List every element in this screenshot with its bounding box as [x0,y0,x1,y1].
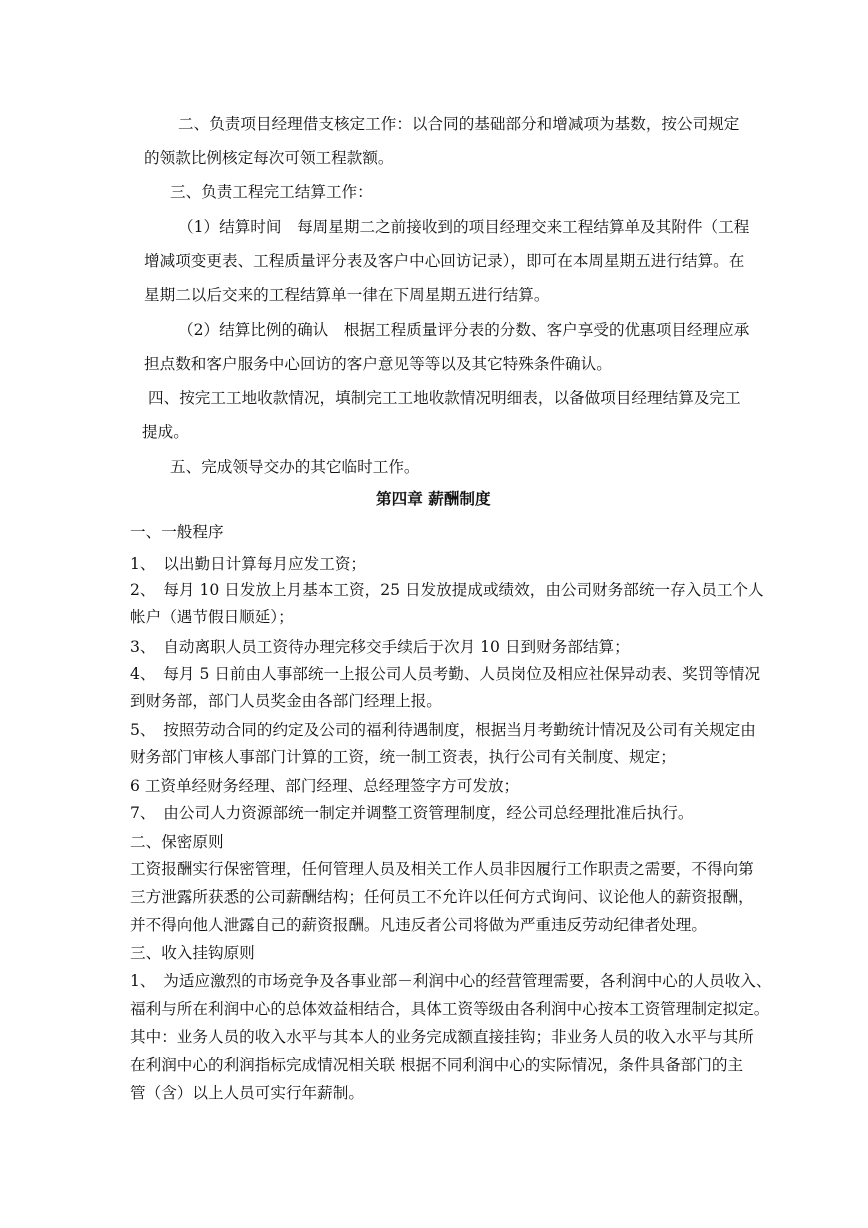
text-line: 二、负责项目经理借支核定工作：以合同的基础部分和增减项为基数，按公司规定 [178,115,740,133]
text-line: 其中：业务人员的收入水平与其本人的业务完成额直接挂钩；非业务人员的收入水平与其所 [130,1028,754,1046]
chapter-title: 第四章 薪酬制度 [376,490,491,508]
text-line: 提成。 [142,423,189,441]
section-three-heading: 三、负责工程完工结算工作： [170,183,373,201]
text-line: 在利润中心的利润指标完成情况相关联 根据不同利润中心的实际情况，条件具备部门的主 [130,1056,744,1074]
section-heading: 二、保密原则 [130,833,224,851]
text-line: 1、 为适应激烈的市场竞争及各事业部－利润中心的经营管理需要，各利润中心的人员收入、 [130,972,772,990]
text-line: 并不得向他人泄露自己的薪资报酬。凡违反者公司将做为严重违反劳动纪律者处理。 [130,916,707,934]
text-line: （2）结算比例的确认 根据工程质量评分表的分数、客户享受的优惠项目经理应承 [178,321,750,339]
text-line: 工资报酬实行保密管理，任何管理人员及相关工作人员非因履行工作职责之需要，不得向第 [130,860,754,878]
list-item-continuation: 到财务部，部门人员奖金由各部门经理上报。 [130,692,442,710]
list-item-continuation: 帐户（遇节假日顺延）； [130,608,294,626]
list-item: 5、 按照劳动合同的约定及公司的福利待遇制度，根据当月考勤统计情况及公司有关规定由 [130,721,756,739]
text-line: 星期二以后交来的工程结算单一律在下周星期五进行结算。 [144,286,550,304]
text-line: 增减项变更表、工程质量评分表及客户中心回访记录），即可在本周星期五进行结算。在 [144,252,745,270]
text-line: 四、按完工工地收款情况，填制完工工地收款情况明细表，以备做项目经理结算及完工 [148,389,741,407]
list-item: 6 工资单经财务经理、部门经理、总经理签字方可发放； [130,777,520,795]
section-heading: 三、收入挂钩原则 [130,944,255,962]
text-line: （1）结算时间 每周星期二之前接收到的项目经理交来工程结算单及其附件（工程 [178,218,750,236]
text-line: 五、完成领导交办的其它临时工作。 [170,458,420,476]
list-item: 3、 自动离职人员工资待办理完移交手续后于次月 10 日到财务部结算； [130,638,630,656]
list-item: 4、 每月 5 日前由人事部统一上报公司人员考勤、人员岗位及相应社保异动表、奖罚等情况 [130,665,761,683]
text-line: 管（含）以上人员可实行年薪制。 [130,1084,364,1102]
section-heading: 一、一般程序 [130,523,224,541]
list-item: 1、 以出勤日计算每月应发工资； [130,555,367,573]
text-line: 福利与所在利润中心的总体效益相结合，具体工资等级由各利润中心按本工资管理制定拟定。 [130,1000,770,1018]
list-item-continuation: 财务部门审核人事部门计算的工资，统一制工资表，执行公司有关制度、规定； [130,748,676,766]
text-line: 的领款比例核定每次可领工程款额。 [144,149,394,167]
text-line: 三方泄露所获悉的公司薪酬结构；任何员工不允许以任何方式询问、议论他人的薪资报酬， [130,888,754,906]
list-item: 7、 由公司人力资源部统一制定并调整工资管理制度，经公司总经理批准后执行。 [130,804,694,822]
list-item: 2、 每月 10 日发放上月基本工资，25 日发放提成或绩效，由公司财务部统一存入员工个人 [130,581,764,599]
text-line: 担点数和客户服务中心回访的客户意见等等以及其它特殊条件确认。 [144,355,612,373]
